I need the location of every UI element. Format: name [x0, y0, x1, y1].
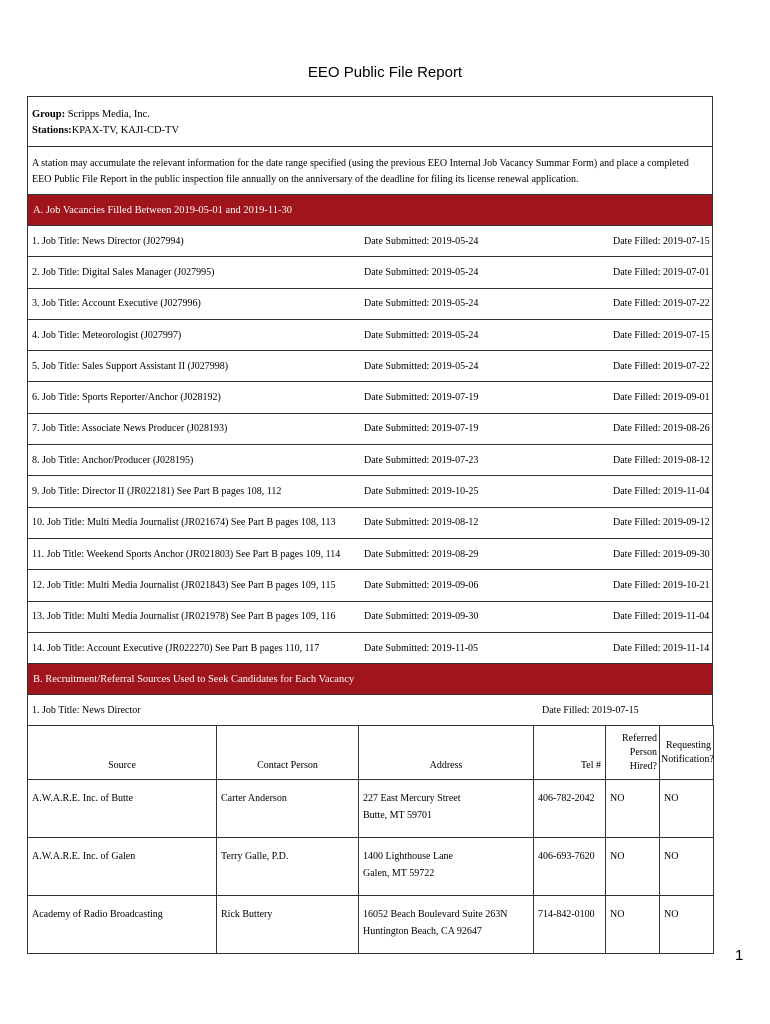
job-title: 4. Job Title: Meteorologist (J027997): [32, 329, 182, 341]
job-submitted: Date Submitted: 2019-09-06: [364, 579, 479, 591]
job-submitted: Date Submitted: 2019-07-19: [364, 392, 479, 404]
source-notify-cell: [660, 838, 714, 896]
report-sheet: [27, 96, 713, 954]
job-filled: Date Filled: 2019-08-26: [613, 423, 710, 435]
job-submitted: Date Submitted: 2019-07-19: [364, 423, 479, 435]
job-filled: Date Filled: 2019-11-04: [613, 611, 710, 623]
group-label: Group:: [32, 109, 66, 120]
job-title: 5. Job Title: Sales Support Assistant II (J027998): [32, 360, 229, 372]
job-title: 2. Job Title: Digital Sales Manager (J027995): [32, 266, 215, 278]
page-number: 1: [735, 947, 744, 964]
col-referred-line1: Referred: [622, 732, 657, 744]
job-submitted: Date Submitted: 2019-08-12: [364, 517, 479, 529]
source-addr1-cell: [359, 780, 534, 838]
job-submitted: Date Submitted: 2019-05-24: [364, 235, 479, 247]
job-filled: Date Filled: 2019-09-30: [613, 548, 710, 560]
source-contact-cell: [217, 896, 359, 954]
job-title: 1. Job Title: News Director (J027994): [32, 235, 184, 247]
job-filled: Date Filled: 2019-10-21: [613, 579, 710, 591]
job-title: 3. Job Title: Account Executive (J027996): [32, 298, 201, 310]
section-b-date-filled: Date Filled: 2019-07-15: [542, 704, 639, 716]
job-filled: Date Filled: 2019-09-01: [613, 392, 710, 404]
source-tel-cell: [534, 838, 606, 896]
report-title: EEO Public File Report: [307, 64, 463, 81]
source-contact: Terry Galle, P.D.: [221, 851, 289, 863]
job-title: 12. Job Title: Multi Media Journalist (JR021843) See Part B pages 109, 115: [32, 579, 336, 591]
job-vacancy-row: [27, 444, 713, 475]
job-filled: Date Filled: 2019-11-04: [613, 486, 710, 498]
source-contact: Carter Anderson: [221, 793, 287, 805]
source-contact: Rick Buttery: [221, 909, 273, 921]
job-filled: Date Filled: 2019-09-12: [613, 517, 710, 529]
section-b-job-row: [27, 694, 713, 725]
source-notify-cell: [660, 896, 714, 954]
job-submitted: Date Submitted: 2019-05-24: [364, 329, 479, 341]
job-filled: Date Filled: 2019-07-22: [613, 298, 710, 310]
col-requesting-line1: Requesting: [666, 739, 711, 751]
col-requesting-line2: Notification?: [661, 753, 714, 765]
source-notify-cell: [660, 780, 714, 838]
job-submitted: Date Submitted: 2019-05-24: [364, 266, 479, 278]
source-row: [28, 780, 714, 838]
job-filled: Date Filled: 2019-07-15: [613, 329, 710, 341]
job-vacancy-row: [27, 507, 713, 538]
source-hired-cell: [606, 838, 660, 896]
source-source-cell: [28, 896, 217, 954]
section-b-header: B. Recruitment/Referral Sources Used to Seek Candidates for Each Vacancy: [27, 663, 713, 694]
source-row: [28, 896, 714, 954]
source-hired: NO: [610, 851, 625, 863]
job-submitted: Date Submitted: 2019-11-05: [364, 642, 479, 654]
job-filled: Date Filled: 2019-07-22: [613, 360, 710, 372]
source-tel-cell: [534, 780, 606, 838]
source-tel-cell: [534, 896, 606, 954]
source-addr2: Butte, MT 59701: [363, 810, 432, 822]
job-submitted: Date Submitted: 2019-07-23: [364, 454, 479, 466]
job-vacancy-row: [27, 288, 713, 319]
job-title: 11. Job Title: Weekend Sports Anchor (JR021803) See Part B pages 109, 114: [32, 548, 341, 560]
source-source: A.W.A.R.E. Inc. of Galen: [32, 851, 136, 863]
job-title: 7. Job Title: Associate News Producer (J028193): [32, 423, 228, 435]
job-vacancy-row: [27, 475, 713, 506]
section-a-header: A. Job Vacancies Filled Between 2019-05-01 and 2019-11-30: [27, 194, 713, 225]
source-addr1-cell: [359, 838, 534, 896]
source-notify: NO: [664, 793, 679, 805]
job-filled: Date Filled: 2019-08-12: [613, 454, 710, 466]
col-tel: Tel #: [534, 726, 606, 780]
job-vacancy-row: [27, 632, 713, 663]
source-addr1: 227 East Mercury Street: [363, 793, 461, 805]
source-addr1: 16052 Beach Boulevard Suite 263N: [363, 909, 508, 921]
job-title: 6. Job Title: Sports Reporter/Anchor (J028192): [32, 392, 221, 404]
job-submitted: Date Submitted: 2019-09-30: [364, 611, 479, 623]
stations-label: Stations:: [32, 125, 72, 136]
col-referred-line2: Person Hired?: [629, 746, 657, 772]
job-vacancy-row: [27, 225, 713, 256]
job-vacancy-row: [27, 381, 713, 412]
source-contact-cell: [217, 838, 359, 896]
col-requesting: [660, 726, 714, 780]
job-filled: Date Filled: 2019-07-01: [613, 266, 710, 278]
job-submitted: Date Submitted: 2019-05-24: [364, 298, 479, 310]
source-tel: 714-842-0100: [538, 909, 595, 921]
table-header-row: [28, 726, 714, 780]
source-addr2: Galen, MT 59722: [363, 868, 435, 880]
source-hired-cell: [606, 780, 660, 838]
source-source-cell: [28, 780, 217, 838]
job-vacancy-row: [27, 319, 713, 350]
section-b-job-title: 1. Job Title: News Director: [32, 704, 141, 716]
job-vacancy-row: [27, 256, 713, 287]
source-addr1-cell: [359, 896, 534, 954]
source-source: A.W.A.R.E. Inc. of Butte: [32, 793, 134, 805]
job-vacancy-list: [27, 225, 713, 663]
job-vacancy-row: [27, 413, 713, 444]
col-referred: [606, 726, 660, 780]
header-info: [27, 96, 713, 146]
col-contact: Contact Person: [217, 726, 359, 780]
source-source-cell: [28, 838, 217, 896]
source-hired-cell: [606, 896, 660, 954]
job-title: 13. Job Title: Multi Media Journalist (JR021978) See Part B pages 109, 116: [32, 611, 336, 623]
job-title: 14. Job Title: Account Executive (JR022270) See Part B pages 110, 117: [32, 642, 320, 654]
job-vacancy-row: [27, 601, 713, 632]
source-row: [28, 838, 714, 896]
instructions-note: A station may accumulate the relevant information for the date range specified (using the previous EEO Internal Job Vacancy Summar Form) and place a completed EEO Public File Report in the public inspection file annually on the anniversary of the deadline for filing its license renewal application.: [27, 146, 713, 194]
stations-value: KPAX-TV, KAJI-CD-TV: [71, 125, 180, 136]
job-vacancy-row: [27, 538, 713, 569]
source-contact-cell: [217, 780, 359, 838]
job-vacancy-row: [27, 569, 713, 600]
source-source: Academy of Radio Broadcasting: [32, 909, 163, 921]
job-filled: Date Filled: 2019-07-15: [613, 235, 710, 247]
col-source: Source: [28, 726, 217, 780]
source-tel: 406-693-7620: [538, 851, 595, 863]
job-filled: Date Filled: 2019-11-14: [613, 642, 710, 654]
job-submitted: Date Submitted: 2019-10-25: [364, 486, 479, 498]
source-notify: NO: [664, 851, 679, 863]
job-title: 10. Job Title: Multi Media Journalist (JR021674) See Part B pages 108, 113: [32, 517, 336, 529]
job-title: 8. Job Title: Anchor/Producer (J028195): [32, 454, 194, 466]
job-submitted: Date Submitted: 2019-08-29: [364, 548, 479, 560]
group-value: Scripps Media, Inc.: [67, 109, 150, 120]
job-submitted: Date Submitted: 2019-05-24: [364, 360, 479, 372]
source-hired: NO: [610, 909, 625, 921]
recruitment-sources-table: [27, 725, 714, 954]
source-tel: 406-782-2042: [538, 793, 595, 805]
source-hired: NO: [610, 793, 625, 805]
col-address: Address: [359, 726, 534, 780]
source-notify: NO: [664, 909, 679, 921]
job-vacancy-row: [27, 350, 713, 381]
source-addr1: 1400 Lighthouse Lane: [363, 851, 453, 863]
job-title: 9. Job Title: Director II (JR022181) See Part B pages 108, 112: [32, 486, 282, 498]
source-addr2: Huntington Beach, CA 92647: [363, 926, 482, 938]
